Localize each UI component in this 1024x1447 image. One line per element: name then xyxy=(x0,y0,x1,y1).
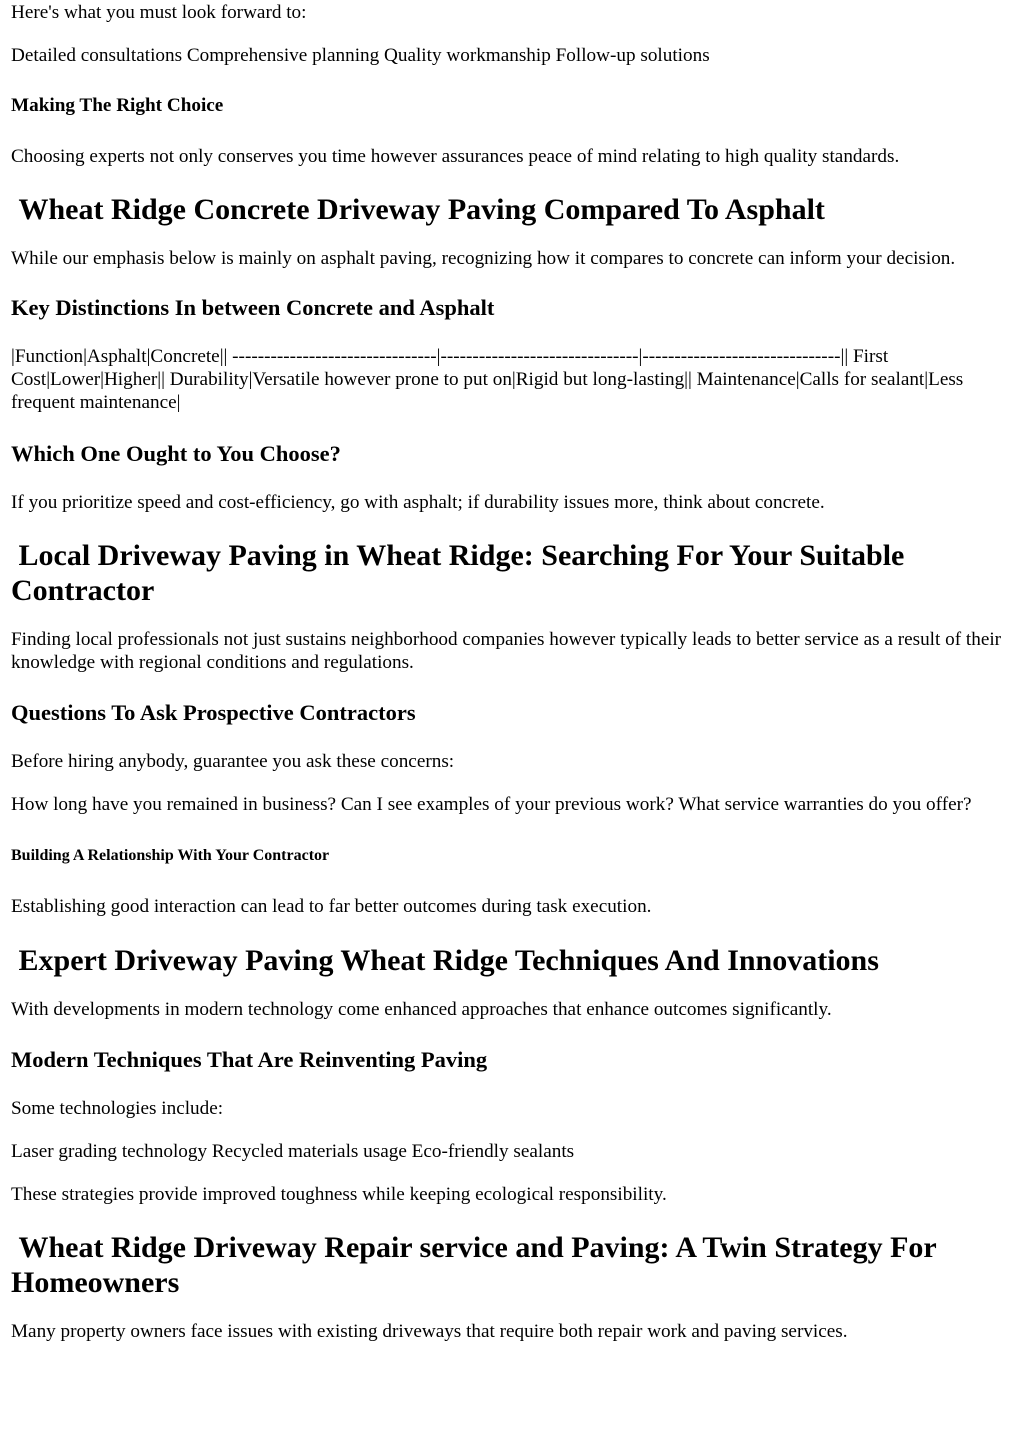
local-heading: Local Driveway Paving in Wheat Ridge: Searching For Your Suitable Contractor xyxy=(11,539,912,607)
questions-list: How long have you remained in business? Can I see examples of your previous work? What service warranties do you offer? xyxy=(11,794,972,815)
distinctions-heading: Key Distinctions In between Concrete and Asphalt xyxy=(11,295,495,320)
modern-intro: Some technologies include: xyxy=(11,1098,224,1119)
right-choice-text: Choosing experts not only conserves you time however assurances peace of mind relating to high quality standards. xyxy=(11,146,900,167)
local-text: Finding local professionals not just sustains neighborhood companies however typically leads to better service as a result of their knowledge with regional conditions and regulations. xyxy=(11,629,1002,673)
which-heading: Which One Ought to You Choose? xyxy=(11,441,341,466)
expert-heading: Expert Driveway Paving Wheat Ridge Techniques And Innovations xyxy=(11,944,879,977)
modern-list: Laser grading technology Recycled materials usage Eco-friendly sealants xyxy=(11,1141,575,1162)
distinctions-text: |Function|Asphalt|Concrete|| --------------------------------|-------------------------------|-------------------------------|| First Cost|Lower|Higher|| Durability|Versatile however prone to put on|Rigid but long-lasting|| Maintenance|Calls for sealant|Less frequent maintenance| xyxy=(11,346,964,413)
which-text: If you prioritize speed and cost-efficiency, go with asphalt; if durability issues more, think about concrete. xyxy=(11,492,825,513)
repair-text: Many property owners face issues with existing driveways that require both repair work and paving services. xyxy=(11,1321,848,1342)
concrete-heading: Wheat Ridge Concrete Driveway Paving Compared To Asphalt xyxy=(11,193,825,226)
article-page xyxy=(0,1,1024,1343)
intro-line: Here's what you must look forward to: xyxy=(11,2,307,23)
repair-heading: Wheat Ridge Driveway Repair service and Paving: A Twin Strategy For Homeowners xyxy=(11,1231,944,1299)
questions-intro: Before hiring anybody, guarantee you ask these concerns: xyxy=(11,751,455,772)
relationship-text: Establishing good interaction can lead to far better outcomes during task execution. xyxy=(11,896,652,917)
expert-text: With developments in modern technology come enhanced approaches that enhance outcomes significantly. xyxy=(11,999,832,1020)
right-choice-heading: Making The Right Choice xyxy=(11,95,224,116)
relationship-heading: Building A Relationship With Your Contractor xyxy=(11,847,330,864)
modern-heading: Modern Techniques That Are Reinventing Paving xyxy=(11,1047,488,1072)
questions-heading: Questions To Ask Prospective Contractors xyxy=(11,700,416,725)
concrete-text: While our emphasis below is mainly on asphalt paving, recognizing how it compares to concrete can inform your decision. xyxy=(11,248,956,269)
modern-summary: These strategies provide improved toughness while keeping ecological responsibility. xyxy=(11,1184,667,1205)
expect-list: Detailed consultations Comprehensive planning Quality workmanship Follow-up solutions xyxy=(11,45,710,66)
